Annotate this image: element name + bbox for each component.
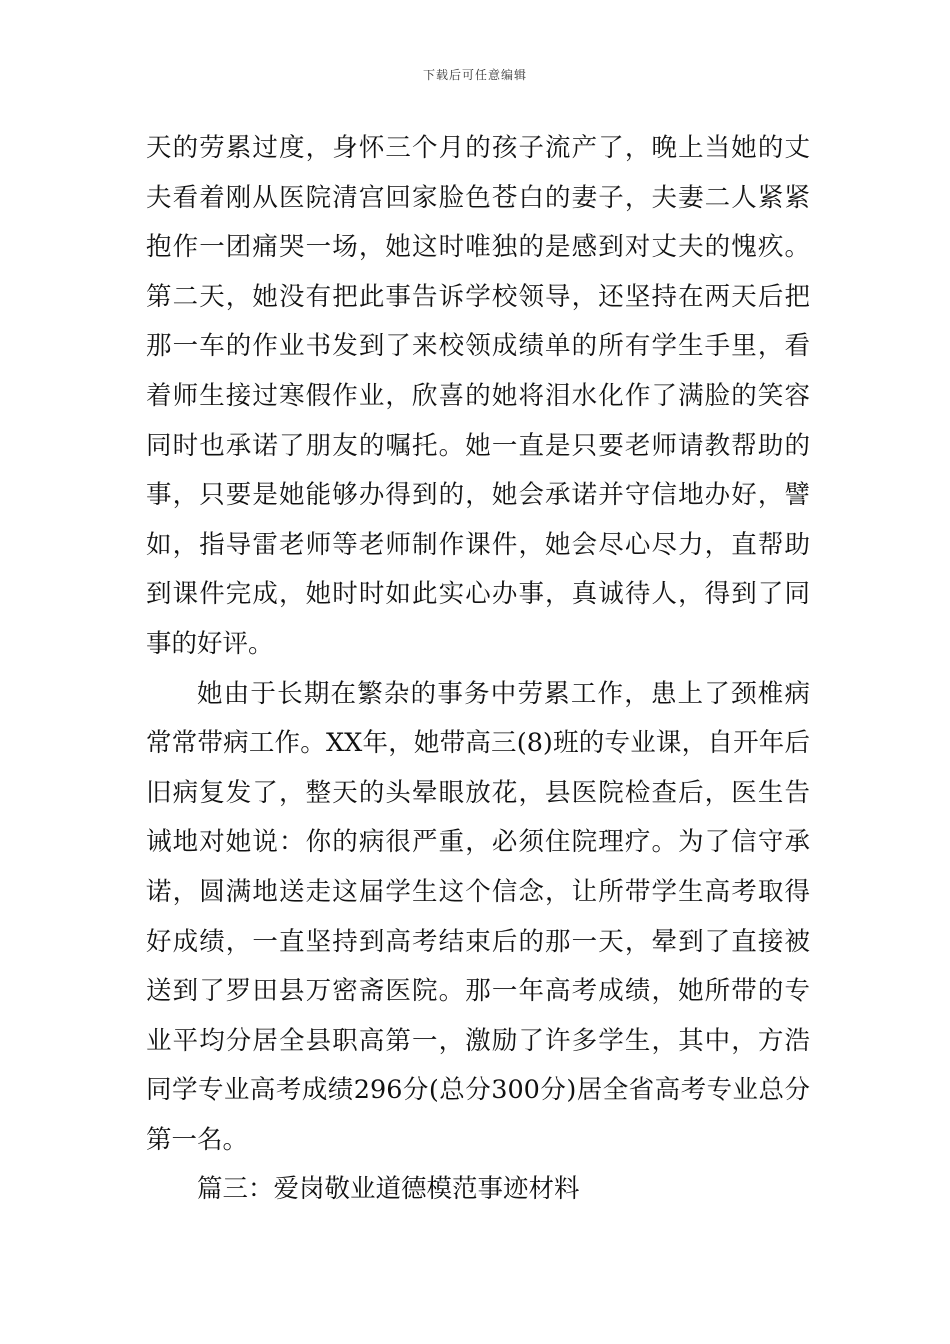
text-line: 那一车的作业书发到了来校领成绩单的所有学生手里，看	[146, 331, 810, 362]
text-line: 她由于长期在繁杂的事务中劳累工作，患上了颈椎病	[197, 678, 810, 709]
text-line: 诺，圆满地送走这届学生这个信念，让所带学生高考取得	[146, 876, 810, 907]
text-line: 着师生接过寒假作业，欣喜的她将泪水化作了满脸的笑容	[146, 380, 810, 411]
text-line: 好成绩，一直坚持到高考结束后的那一天，晕到了直接被	[146, 926, 810, 957]
text-line: 第二天，她没有把此事告诉学校领导，还坚持在两天后把	[146, 281, 810, 312]
text-line: 如，指导雷老师等老师制作课件，她会尽心尽力，直帮助	[146, 529, 810, 560]
text-line: 同学专业高考成绩296分(总分300分)居全省高考专业总分	[146, 1075, 810, 1106]
text-line: 业平均分居全县职高第一，激励了许多学生，其中，方浩	[146, 1025, 810, 1056]
text-line: 诫地对她说：你的病很严重，必须住院理疗。为了信守承	[146, 827, 810, 858]
page-header: 下载后可任意编辑	[422, 68, 527, 82]
text-line: 旧病复发了，整天的头晕眼放花，县医院检查后，医生告	[146, 777, 810, 808]
text-line: 同时也承诺了朋友的嘱托。她一直是只要老师请教帮助的	[146, 430, 810, 461]
text-line: 送到了罗田县万密斋医院。那一年高考成绩，她所带的专	[146, 976, 810, 1007]
text-line: 到课件完成，她时时如此实心办事，真诚待人，得到了同	[146, 579, 810, 610]
text-line: 夫看着刚从医院清宫回家脸色苍白的妻子，夫妻二人紧紧	[146, 182, 810, 213]
paragraph-1	[146, 124, 810, 670]
text-line: 天的劳累过度，身怀三个月的孩子流产了，晚上当她的丈	[146, 133, 810, 163]
text-line: 事的好评。	[146, 628, 274, 659]
paragraph-2	[146, 670, 810, 1166]
text-line: 第一名。	[146, 1124, 249, 1155]
document-body	[146, 124, 810, 1215]
text-line: 抱作一团痛哭一场，她这时唯独的是感到对丈夫的愧疚。	[146, 232, 810, 263]
section-heading: 篇三：爱岗敬业道德模范事迹材料	[197, 1174, 580, 1205]
text-line: 事，只要是她能够办得到的，她会承诺并守信地办好，譬	[146, 480, 810, 511]
text-line: 常常带病工作。XX年，她带高三(8)班的专业课，自开年后	[146, 728, 810, 759]
